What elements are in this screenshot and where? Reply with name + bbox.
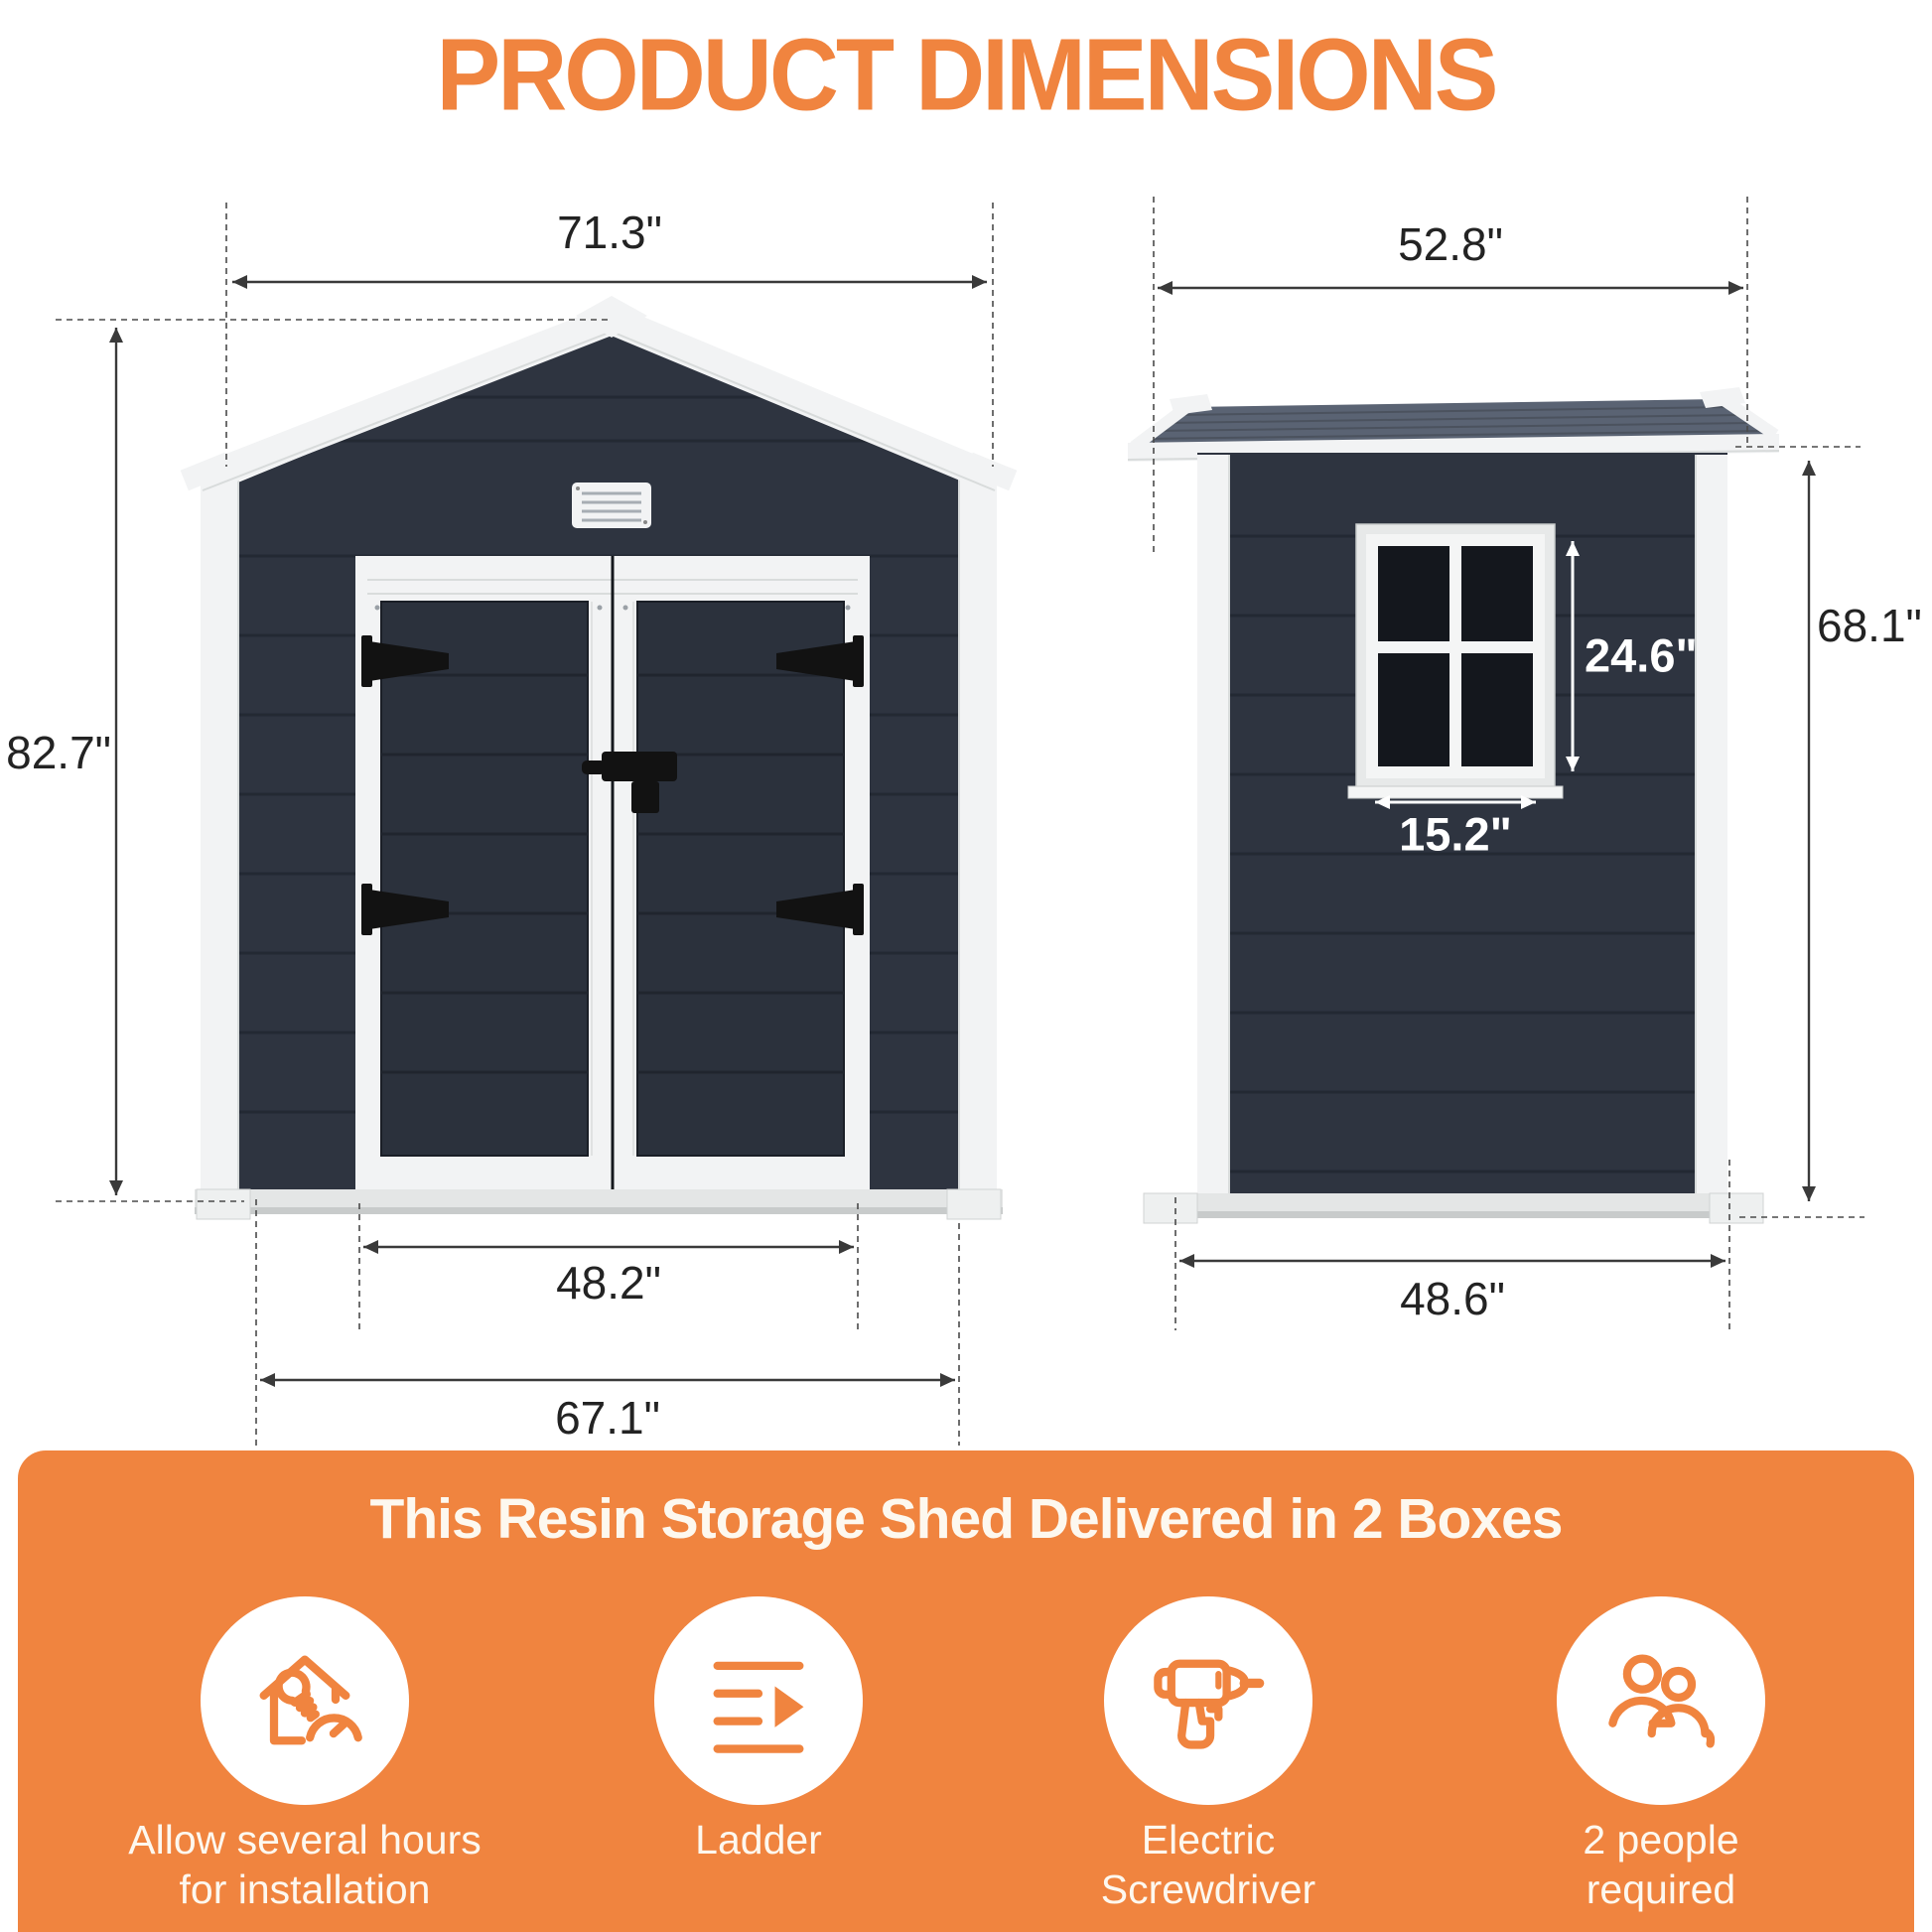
banner-heading: This Resin Storage Shed Delivered in 2 Boxes xyxy=(369,1487,1563,1551)
front-overall-width-label: 71.3" xyxy=(557,207,662,258)
delivery-banner xyxy=(18,1450,1914,1932)
side-base xyxy=(1144,1193,1763,1223)
ladder-icon xyxy=(697,1639,820,1762)
electric-screwdriver-icon xyxy=(1147,1639,1270,1762)
feature-electric-screwdriver xyxy=(980,1596,1437,1914)
side-view-shed xyxy=(1128,387,1779,1223)
front-view-shed xyxy=(181,296,1018,1219)
window-width-label: 15.2" xyxy=(1399,807,1512,861)
feature-label: Allow several hours for installation xyxy=(128,1817,482,1912)
feature-installation-time xyxy=(76,1596,533,1914)
page-title: PRODUCT DIMENSIONS xyxy=(436,17,1496,132)
side-roof xyxy=(1128,387,1779,462)
side-base-depth-label: 48.6" xyxy=(1400,1273,1505,1324)
side-wall-height-label: 68.1" xyxy=(1817,600,1922,651)
side-window xyxy=(1348,524,1563,798)
installation-time-icon xyxy=(243,1639,366,1762)
feature-label: Electric Screwdriver xyxy=(1100,1817,1316,1912)
front-base-width-label: 67.1" xyxy=(555,1392,660,1444)
two-people-icon xyxy=(1599,1639,1723,1762)
gable-vent-icon xyxy=(572,483,651,528)
feature-circle xyxy=(1104,1596,1312,1805)
feature-two-people xyxy=(1433,1596,1889,1914)
front-base xyxy=(195,1189,1003,1219)
feature-circle xyxy=(1557,1596,1765,1805)
feature-label: Ladder xyxy=(695,1817,822,1863)
front-overall-height-label: 82.7" xyxy=(6,727,111,778)
front-double-doors xyxy=(355,556,870,1189)
feature-ladder xyxy=(530,1596,987,1864)
feature-label: 2 people required xyxy=(1583,1817,1739,1912)
side-overall-width-label: 52.8" xyxy=(1398,218,1503,270)
front-door-width-label: 48.2" xyxy=(556,1257,661,1309)
window-height-label: 24.6" xyxy=(1585,628,1698,682)
feature-circle xyxy=(201,1596,409,1805)
feature-circle xyxy=(654,1596,863,1805)
